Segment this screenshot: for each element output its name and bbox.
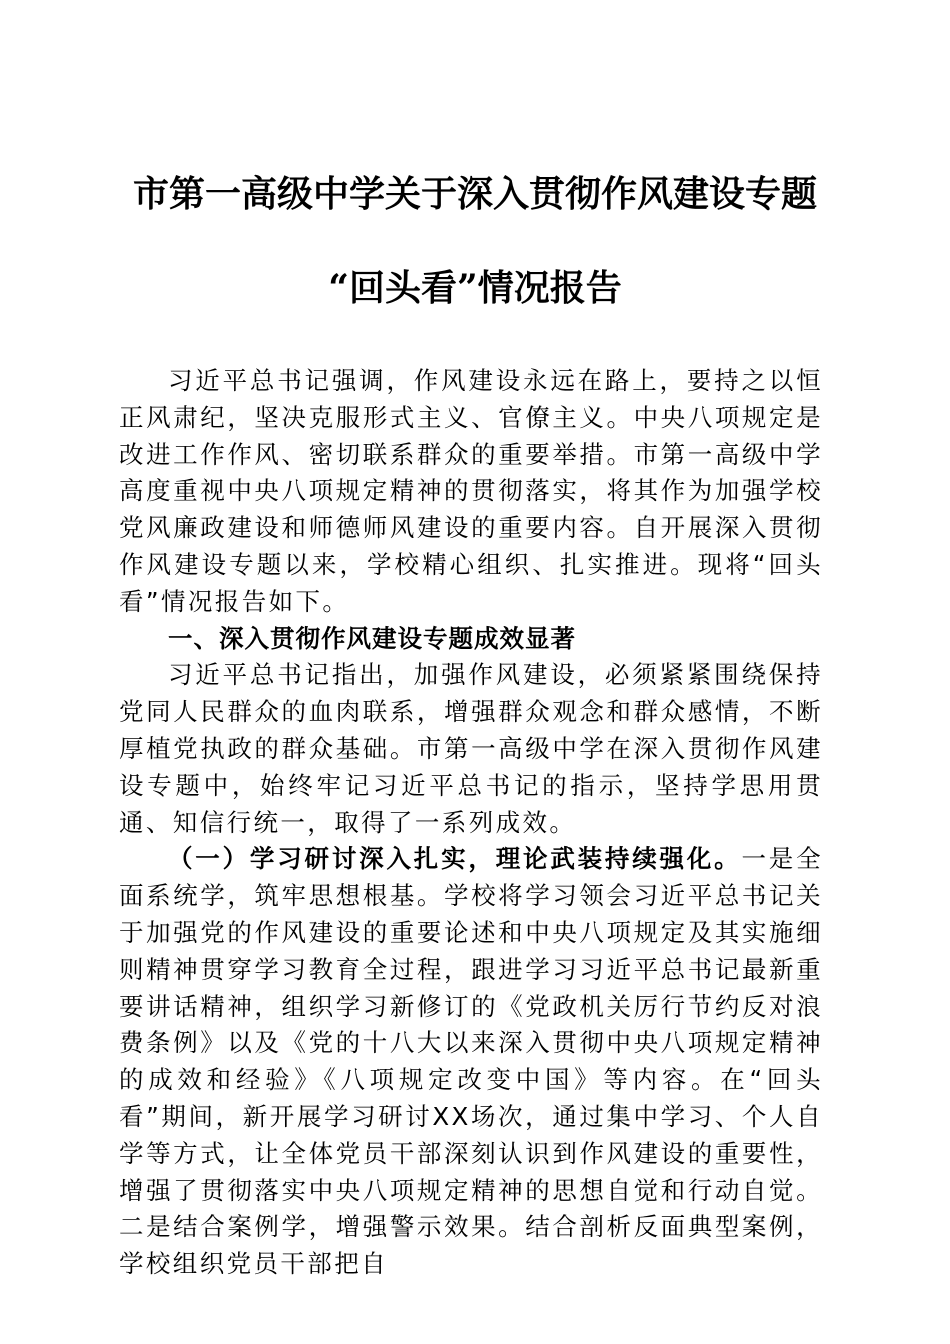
subsection-1-lead: （一）学习研讨深入扎实，理论武装持续强化。 xyxy=(168,844,742,874)
document-body xyxy=(119,363,823,1283)
subsection-1-text: 一是全面系统学，筑牢思想根基。学校将学习领会习近平总书记关于加强党的作风建设的重要论述和中央八项规定及其实施细则精神贯穿学习教育全过程，跟进学习习近平总书记最新重要讲话精神，组织学习新修订的《党政机关厉行节约反对浪费条例》以及《党的十八大以来深入贯彻中央八项规定精神的成效和经验》《八项规定改变中国》等内容。在“回头看”期间，新开展学习研讨XX场次，通过集中学习、个人自学等方式，让全体党员干部深刻认识到作风建设的重要性，增强了贯彻落实中央八项规定精神的思想自觉和行动自觉。二是结合案例学，增强警示效果。结合剖析反面典型案例，学校组织党员干部把自 xyxy=(119,844,824,1279)
document-title-line-1: 市第一高级中学关于深入贯彻作风建设专题 xyxy=(132,173,817,215)
section-1-heading: 一、深入贯彻作风建设专题成效显著 xyxy=(168,623,576,653)
subsection-1-paragraph xyxy=(119,841,823,1283)
document-title-line-2: “回头看”情况报告 xyxy=(328,267,622,309)
intro-paragraph: 习近平总书记强调，作风建设永远在路上，要持之以恒正风肃纪，坚决克服形式主义、官僚主义。中央八项规定是改进工作作风、密切联系群众的重要举措。市第一高级中学高度重视中央八项规定精神的贯彻落实，将其作为加强学校党风廉政建设和师德师风建设的重要内容。自开展深入贯彻作风建设专题以来，学校精心组织、扎实推进。现将“回头看”情况报告如下。 xyxy=(119,366,823,616)
section-1-paragraph: 习近平总书记指出，加强作风建设，必须紧紧围绕保持党同人民群众的血肉联系，增强群众观念和群众感情，不断厚植党执政的群众基础。市第一高级中学在深入贯彻作风建设专题中，始终牢记习近平总书记的指示，坚持学思用贯通、知信行统一，取得了一系列成效。 xyxy=(119,660,823,837)
